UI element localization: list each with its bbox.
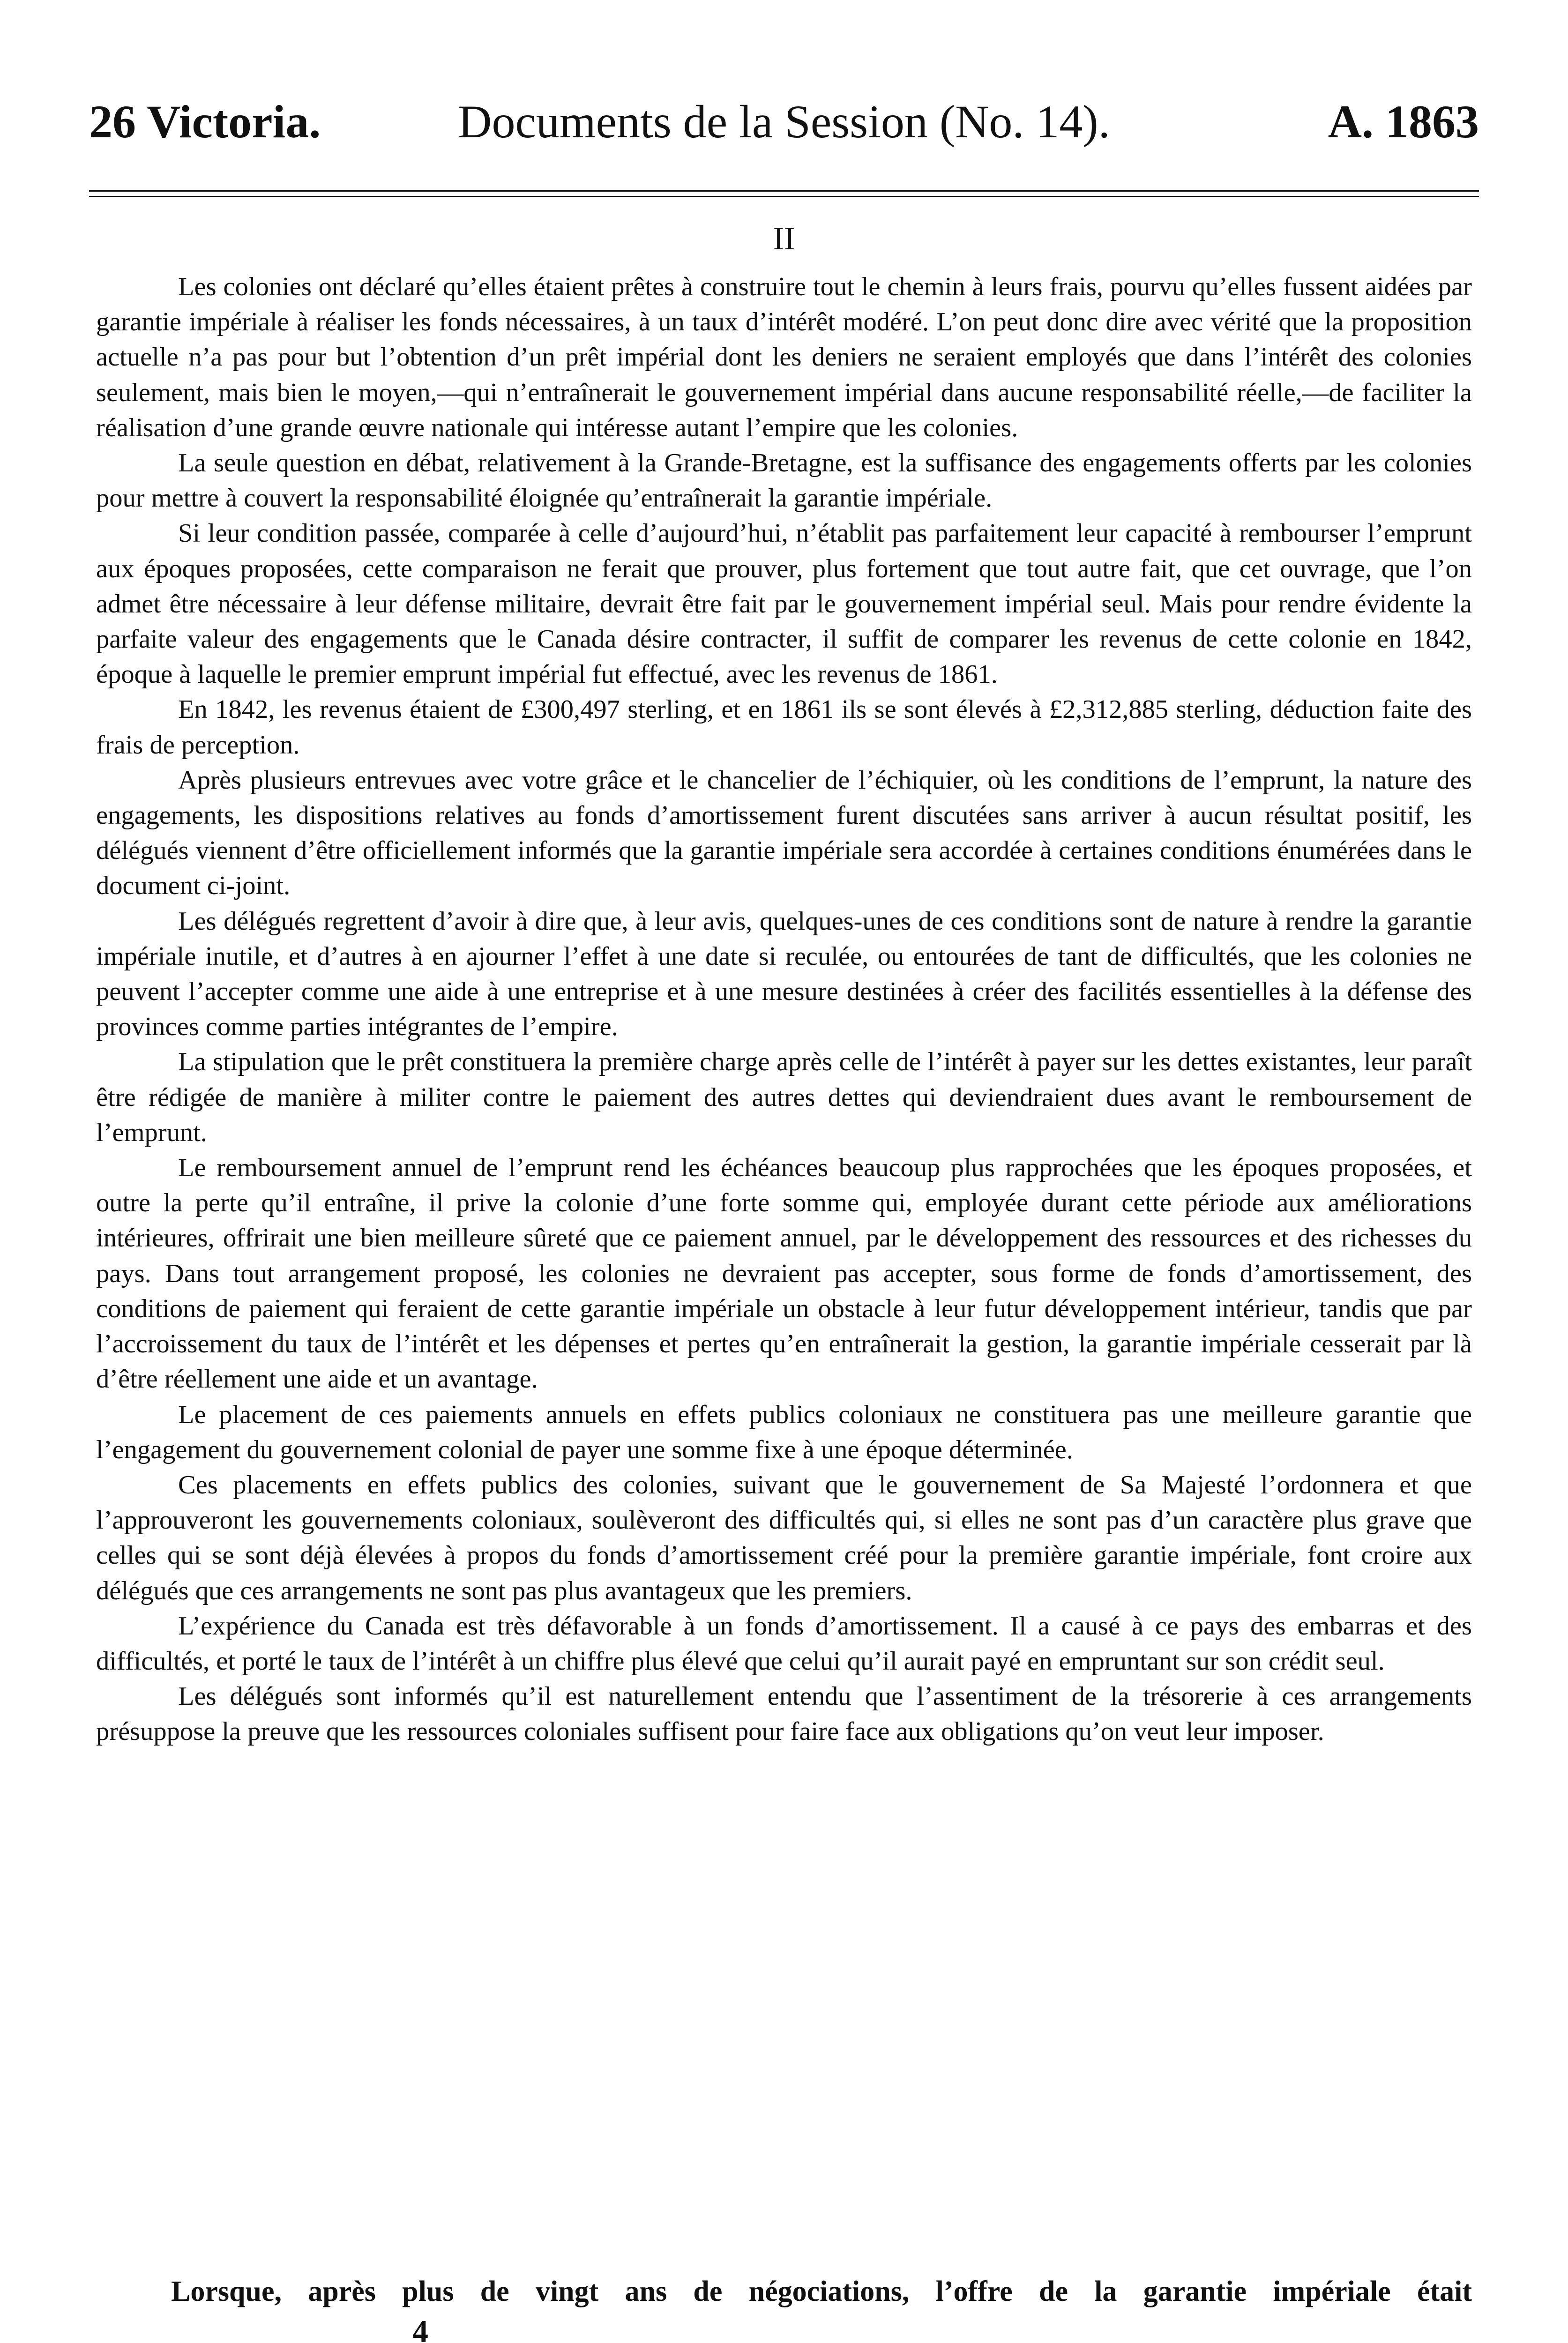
paragraph: Les colonies ont déclaré qu’elles étaient prêtes à construire tout le chemin à leurs frais, pourvu qu’elles fussent aidées par garantie impériale à réaliser les fonds nécessaires, à un taux d’intérêt modéré. L’on peut donc dire avec vérité que la proposition actuelle n’a pas pour but l’obtention d’un prêt impérial dont les deniers ne seraient employés que dans l’intérêt des colonies seulement, mais bien le moyen,—qui n’entraînerait le gouvernement impérial dans aucune responsabilité réelle,—de faciliter la réalisation d’une grande œuvre nationale qui intéresse autant l’empire que les colonies. <box>96 272 1472 442</box>
page-header <box>89 96 1479 148</box>
page-number: 4 <box>412 2313 428 2343</box>
paragraph: Ces placements en effets publics des colonies, suivant que le gouvernement de Sa Majesté l’ordonnera et que l’approuveront les gouvernements coloniaux, soulèveront des difficultés qui, si elles ne sont pas d’un caractère plus grave que celles qui se sont déjà élevées à propos du fonds d’amortissement créé pour la première garantie impériale, font croire aux délégués que ces arrangements ne sont pas plus avantageux que les premiers. <box>96 1470 1472 1605</box>
paragraph: La stipulation que le prêt constituera la première charge après celle de l’intérêt à payer sur les dettes existantes, leur paraît être rédigée de manière à militer contre le paiement des autres dettes qui deviendraient dues avant le remboursement de l’emprunt. <box>96 1047 1472 1147</box>
paragraph: Si leur condition passée, comparée à celle d’aujourd’hui, n’établit pas parfaitement leur capacité à rembourser l’emprunt aux époques proposées, cette comparaison ne ferait que prouver, plus fortement que tout autre fait, que cet ouvrage, que l’on admet être nécessaire à leur défense militaire, devrait être fait par le gouvernement impérial seul. Mais pour rendre évidente la parfaite valeur des engagements que le Canada désire contracter, il suffit de comparer les revenus de cette colonie en 1842, époque à laquelle le premier emprunt impérial fut effectué, avec les revenus de 1861. <box>96 519 1472 689</box>
paragraph: Les délégués regrettent d’avoir à dire que, à leur avis, quelques-unes de ces conditions sont de nature à rendre la garantie impériale inutile, et d’autres à en ajourner l’effet à une date si reculée, ou entourées de tant de difficultés, que les colonies ne peuvent l’accepter comme une aide à une entreprise et à une mesure destinées à créer des facilités essentielles à la défense des provinces comme parties intégrantes de l’empire. <box>96 906 1472 1042</box>
header-year: A. 1863 <box>1328 96 1479 148</box>
body-text <box>96 269 1472 1750</box>
paragraph: Le placement de ces paiements annuels en effets publics coloniaux ne constituera pas une meilleure garantie que l’engagement du gouvernement colonial de payer une somme fixe à une époque déterminée. <box>96 1400 1472 1464</box>
paragraph: Le remboursement annuel de l’emprunt rend les échéances beaucoup plus rapprochées que les époques proposées, et outre la perte qu’il entraîne, il prive la colonie d’une forte somme qui, employée durant cette période aux améliorations intérieures, offrirait une bien meilleure sûreté que ce paiement annuel, par le développement des ressources et des richesses du pays. Dans tout arrangement proposé, les colonies ne devraient pas accepter, sous forme de fonds d’amortissement, des conditions de paiement qui feraient de cette garantie impériale un obstacle à leur futur développement intérieur, tandis que par l’accroissement du taux de l’intérêt et les dépenses et pertes qu’en entraînerait la gestion, la garantie impériale cesserait par là d’être réellement une aide et un avantage. <box>96 1153 1472 1394</box>
header-rule-thin <box>89 196 1479 197</box>
paragraph: L’expérience du Canada est très défavorable à un fonds d’amortissement. Il a causé à ce pays des embarras et des difficultés, et porté le taux de l’intérêt à un chiffre plus élevé que celui qu’il aurait payé en empruntant sur son crédit seul. <box>96 1611 1472 1676</box>
header-rule <box>89 190 1479 192</box>
paragraph: En 1842, les revenus étaient de £300,497 sterling, et en 1861 ils se sont élevés à £2,312,885 sterling, déduction faite des frais de perception. <box>96 695 1472 760</box>
paragraph: La seule question en débat, relativement à la Grande-Bretagne, est la suffisance des engagements offerts par les colonies pour mettre à couvert la responsabilité éloignée qu’entraînerait la garantie impériale. <box>96 448 1472 513</box>
header-document-title: Documents de la Session (No. 14). <box>458 96 1110 148</box>
paragraph: Après plusieurs entrevues avec votre grâce et le chancelier de l’échiquier, où les conditions de l’emprunt, la nature des engagements, les dispositions relatives au fonds d’amortissement furent discutées sans arriver à aucun résultat positif, les délégués viennent d’être officiellement informés que la garantie impériale sera accordée à certaines conditions énumérées dans le document ci-joint. <box>96 765 1472 901</box>
section-number: II <box>773 221 795 257</box>
paragraph: Les délégués sont informés qu’il est naturellement entendu que l’assentiment de la trésorerie à ces arrangements présuppose la preuve que les ressources coloniales suffisent pour faire face aux obligations qu’on veut leur imposer. <box>96 1682 1472 1746</box>
header-session-year: 26 Victoria. <box>89 96 321 148</box>
continuation-line: Lorsque, après plus de vingt ans de négociations, l’offre de la garantie impériale était <box>171 2276 1472 2307</box>
